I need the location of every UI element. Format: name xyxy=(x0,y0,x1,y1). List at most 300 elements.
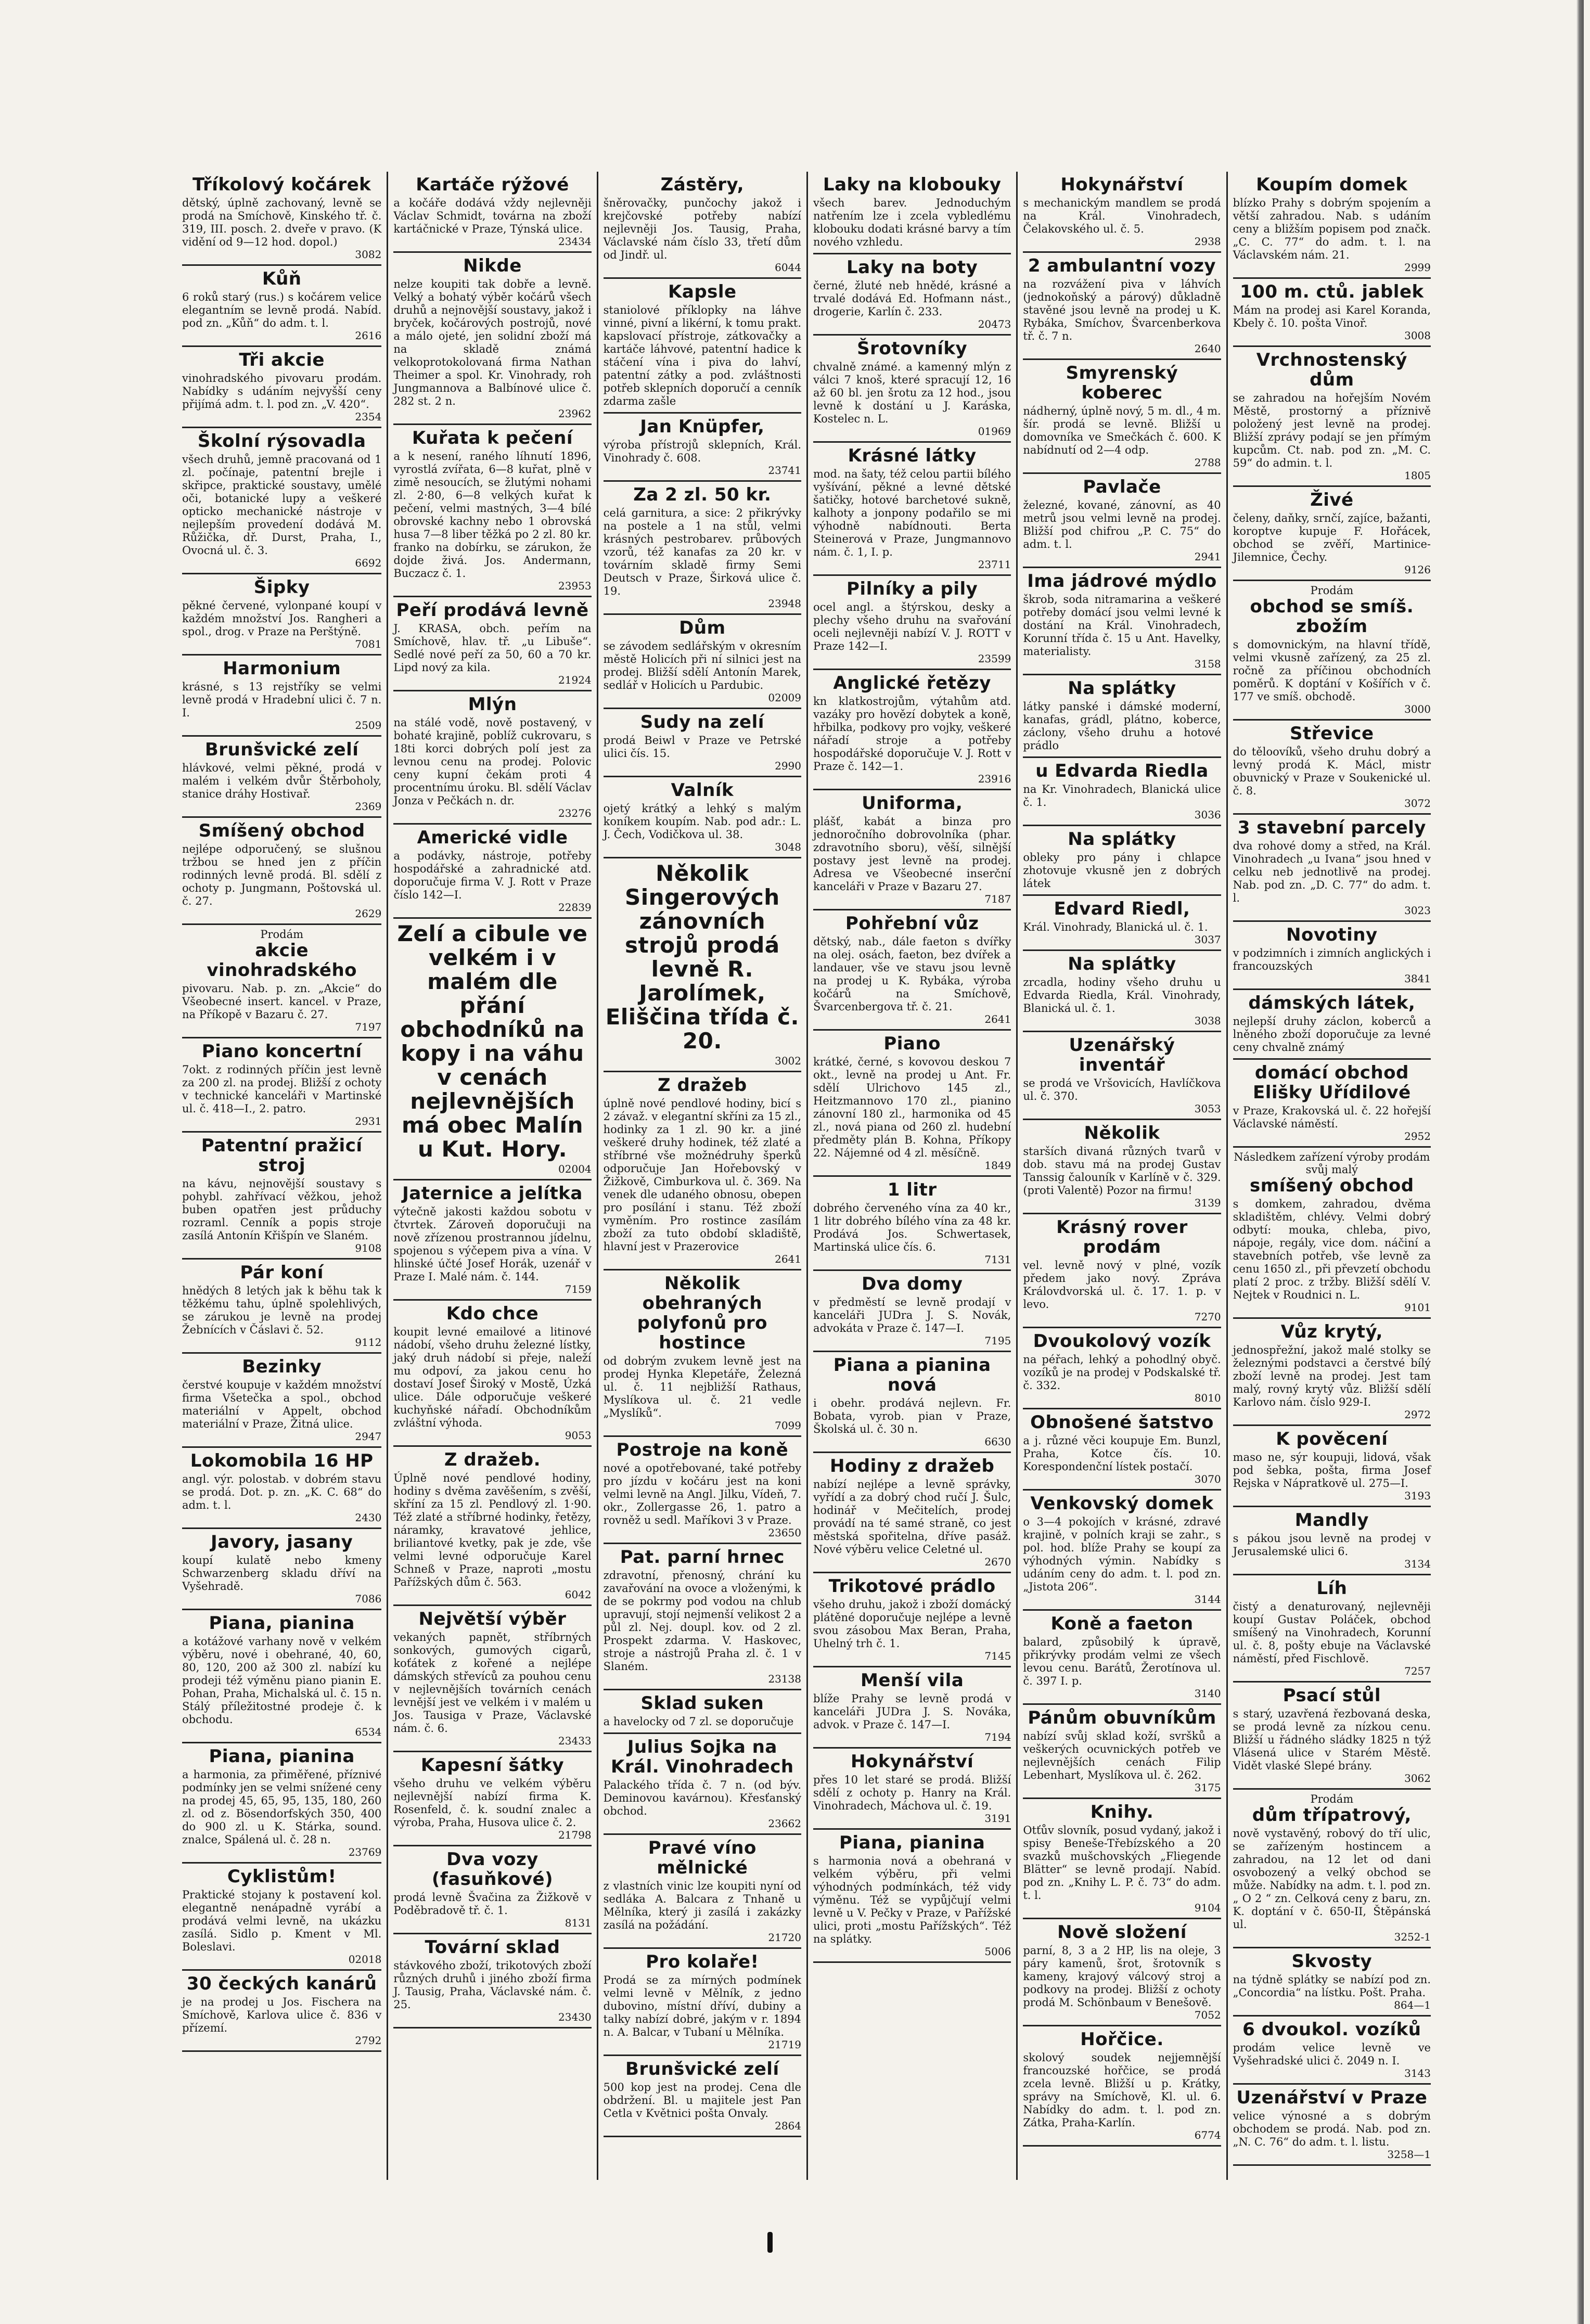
classified-ad xyxy=(1233,1575,1431,1683)
classified-ad xyxy=(1023,1032,1221,1120)
classified-ad xyxy=(182,266,381,347)
ad-code: 2616 xyxy=(355,329,382,342)
classified-ad xyxy=(393,825,591,919)
ad-title: Na splátky xyxy=(1068,829,1176,850)
ad-title: Venkovský domek xyxy=(1030,1493,1214,1514)
ad-text: kn klatkostrojům, výtahům atd. vazáky pro hovězí dobytek a koně, hřbilka, podkovy pro vojky, veškeré nářadí stroje a potřeby hospodářské doporučuje V. J. Rott v Praze č. 142—1. xyxy=(813,695,1011,773)
classified-ad xyxy=(182,1133,381,1260)
ad-code: 6044 xyxy=(775,261,801,274)
ad-text: ocel angl. a štýrskou, desky a plechy všeho druhu na svařování oceli nejlevněji nabízí V. J. ROTT v Praze 142—I. xyxy=(813,601,1011,652)
ad-title: Anglické řetězy xyxy=(833,673,991,694)
ad-title: Několik xyxy=(1084,1123,1160,1144)
ad-text: Palackého třída č. 7 n. (od býv. Deminovou kavárnou). Křesťanský obchod. xyxy=(603,1779,801,1817)
ad-code: 6774 xyxy=(1194,2129,1221,2141)
ad-text: pěkné červené, vylonpané koupí v každém množství Jos. Rangheri a spol., drog. v Praze na Perštýně. xyxy=(182,599,382,638)
ad-code: 7099 xyxy=(775,1419,801,1432)
ad-title: Brunšvické zelí xyxy=(204,739,359,760)
classified-ad xyxy=(604,858,801,1072)
ad-text: všech barev. Jednoduchým natřením lze i zcela vybledlému klobouku dodati krásné barvy a tím nového vzhledu. xyxy=(813,197,1011,248)
ad-code: 9108 xyxy=(355,1242,382,1254)
classified-ad xyxy=(1023,2026,1221,2147)
ad-code: 7086 xyxy=(355,1593,382,1605)
ad-text: škrob, soda nitramarina a veškeré potřeby domácí jsou velmi levné k dostání na Král. Vinohradech, Korunní třída č. 15 u Ant. Havelky, materialisty. xyxy=(1023,593,1221,658)
ad-title: Postroje na koně xyxy=(616,1440,789,1460)
ad-column xyxy=(1016,172,1226,2180)
ad-text: prodá Beiwl v Praze ve Petrské ulici čís. 15. xyxy=(603,734,801,760)
classified-ad xyxy=(604,482,801,615)
ad-code: 23650 xyxy=(768,1526,801,1539)
ad-code: 23948 xyxy=(768,597,801,610)
ad-text: s domovnickým, na hlavní třídě, velmi vkusně zařízený, za 25 zl. ročně za příčinou obchodních poměrů. K doptání v Košířích v č. 177 ve smíš. obchodě. xyxy=(1233,638,1431,703)
classified-ad xyxy=(393,1301,591,1447)
ad-code: 3143 xyxy=(1404,2067,1431,2079)
classified-ad xyxy=(604,1072,801,1270)
ad-title: 100 m. ctů. jablek xyxy=(1240,281,1424,302)
ad-code: 6042 xyxy=(565,1588,592,1601)
ad-text: a kočáře dodává vždy nejlevněji Václav Schmidt, továrna na zboží kartáčnické v Praze, Týnská ulice. xyxy=(393,197,592,235)
ad-title: Skvosty xyxy=(1291,1951,1373,1972)
ad-title: Zelí a cibule ve velkém i v malém dle přání obchodníků na kopy i na váhu v cenách nejlevnějších má obec Malín u Kut. Hory. xyxy=(397,921,588,1162)
ad-code: 6534 xyxy=(355,1726,382,1738)
ad-text: prodá levně Švačina za Žižkově v Poděbradově tř. č. 1. xyxy=(393,1891,592,1917)
ad-title: u Edvarda Riedla xyxy=(1035,761,1209,781)
ad-title: Největší výběr xyxy=(418,1609,567,1629)
ad-title: Piano xyxy=(883,1033,941,1054)
ad-code: 7187 xyxy=(984,893,1011,905)
ad-code: 1805 xyxy=(1404,469,1431,482)
ad-text: hlávkové, velmi pěkné, prodá v malém i velkém dvůr Štěrboholy, stanice dráhy Hostivař. xyxy=(182,762,382,800)
ad-text: obleky pro pány i chlapce zhotovuje vkusně jen z dobrých látek xyxy=(1023,851,1221,890)
ad-title: Piano koncertní xyxy=(201,1041,362,1062)
classified-ad xyxy=(182,1260,381,1354)
classified-ad xyxy=(182,1610,381,1743)
ad-text: prodám velice levně ve Vyšehradské ulici č. 2049 n. I. xyxy=(1233,2041,1431,2067)
classified-ad xyxy=(1233,2017,1431,2085)
ad-text: vel. levně nový v plné, vozík předem jako nový. Zpráva Královdvorská ul. č. 17. 1. p. v levo. xyxy=(1023,1259,1221,1311)
ad-title: Dvoukolový vozík xyxy=(1033,1331,1211,1352)
ad-code: 02004 xyxy=(558,1163,592,1175)
ad-code: 2941 xyxy=(1194,550,1221,563)
ad-code: 3252-1 xyxy=(1394,1931,1431,1943)
ad-text: nejlepší druhy záclon, koberců a lněného zboží doporučuje za levné ceny chvalně známý xyxy=(1233,1015,1431,1054)
ad-code: 7194 xyxy=(984,1731,1011,1743)
ad-text: koupit levné emailové a litinové nádobí, všeho druhu železné lístky, jaký druh nádobí si přeje, naleží mu odpoví, za jakou cenu ho dostaví Josef Široký v Mostě, Úzká ulice. Dále odporučuje veškeré kuchyňské nářadí. Obchodníkům zvláštní výhoda. xyxy=(393,1326,592,1429)
ad-text: přes 10 let staré se prodá. Bližší sdělí z ochoty p. Hanry na Král. Vinohradech, Máchova ul. č. 19. xyxy=(813,1774,1011,1812)
ad-title: 3 stavební parcely xyxy=(1237,817,1426,838)
ad-title: Pánům obuvníkům xyxy=(1028,1707,1216,1728)
ad-code: 23769 xyxy=(348,1846,382,1858)
classified-ad xyxy=(1233,1948,1431,2017)
ad-title: Mlýn xyxy=(468,694,517,715)
ad-text: Král. Vinohrady, Blanická ul. č. 1. xyxy=(1023,921,1208,933)
ad-title: Kdo chce xyxy=(446,1303,539,1324)
ad-code: 3070 xyxy=(1194,1473,1221,1485)
ad-text: se zahradou na hořejším Novém Městě, prostorný a příznivě položený jest levně na prodej. Bližší zprávy podají se jen přímým kupcům. Ct. nab. pod zn. „M. C. 59“ do admin. t. l. xyxy=(1233,392,1431,469)
classified-ad xyxy=(604,777,801,858)
classified-ad xyxy=(1233,581,1431,721)
ad-column xyxy=(806,172,1016,2180)
classified-ad xyxy=(813,1749,1011,1830)
ad-code: 23433 xyxy=(558,1735,592,1747)
classified-ad xyxy=(1233,1790,1431,1948)
ad-code: 3036 xyxy=(1194,808,1221,821)
ad-code: 9101 xyxy=(1404,1301,1431,1314)
ad-code: 3139 xyxy=(1194,1197,1221,1209)
classified-ad xyxy=(182,656,381,737)
classified-ad xyxy=(393,1934,591,2028)
classified-ad xyxy=(604,1734,801,1835)
ad-text: vekaných papnět, stříbrných sonkových, gumových cigarů, koťátek z kořené a nejlépe dámských střevíců za pouhou cenu v nejlevnějších továrních cenách levnější jest ve velkém i v malém u Jos. Tausiga v Praze, Václavské nám. č. 6. xyxy=(393,1631,592,1735)
ad-code: 3037 xyxy=(1194,933,1221,946)
ad-text: železné, kované, zánovní, as 40 metrů jsou velmi levně na prodej. Bližší pod chifrou „P. C. 75“ do adm. t. l. xyxy=(1023,499,1221,550)
classified-ad xyxy=(1023,826,1221,896)
classified-ad xyxy=(604,615,801,709)
ad-code: 1849 xyxy=(984,1159,1011,1172)
ad-code: 3082 xyxy=(355,248,382,261)
ad-title: 1 litr xyxy=(887,1179,937,1200)
ad-code: 7270 xyxy=(1194,1311,1221,1323)
ad-text: na péřach, lehký a pohodlný obyč. vozíků je na prodej v Podskalské tř. č. 332. xyxy=(1023,1353,1221,1392)
ad-code: 8131 xyxy=(565,1917,592,1929)
ad-code: 2990 xyxy=(775,760,801,772)
ad-title: Psací stůl xyxy=(1283,1685,1381,1706)
ad-code: 3841 xyxy=(1404,972,1431,985)
ad-text: všeho druhu ve velkém výběru nejlevnější nabízí firma K. Rosenfeld, č. k. soudní znalec a výroba, Praha, Husova ulice č. 2. xyxy=(393,1777,592,1829)
ad-title: Z dražeb xyxy=(657,1075,747,1096)
ad-text: výtečně jakosti každou sobotu v čtvrtek. Zároveň doporučuji na nově zřízenou prostrannou jídelnu, spojenou s výčepem piva a vína. V hlinské účté Josef Horák, uzenář v Praze I. Malé nám. č. 144. xyxy=(393,1205,592,1283)
ad-code: 9126 xyxy=(1404,563,1431,576)
classified-ad xyxy=(393,1180,591,1301)
ad-code: 7131 xyxy=(984,1253,1011,1266)
ad-text: a j. různé věci koupuje Em. Bunzl, Praha, Kotce čís. 10. Korespondenční lístek postačí. xyxy=(1023,1434,1221,1473)
ad-code: 2430 xyxy=(355,1511,382,1524)
ad-title: Ima jádrové mýdlo xyxy=(1027,571,1217,592)
ad-title: Pár koní xyxy=(240,1262,324,1283)
ad-code: 7081 xyxy=(355,638,382,650)
classified-ad xyxy=(393,919,591,1180)
classified-ad xyxy=(182,172,381,266)
classified-ad xyxy=(1233,279,1431,347)
ad-text: balard, způsobilý k úpravě, přikrývky prodám velmi ze všech levou cenu. Barátů, Žerotínova ul. č. 397 I. p. xyxy=(1023,1636,1221,1687)
ad-text: s harmonia nová a obehraná v velkém výběru, při velmi výhodných podmínkách, též vidy výměnu. Též se vypůjčují velmi levně u V. Pečky v Praze, v Pařížské ulici, proti „mostu Pařížských“. Též na splátky. xyxy=(813,1855,1011,1945)
ad-code: 21924 xyxy=(558,674,592,686)
ad-text: i obehr. prodává nejlevn. Fr. Bobata, vyrob. pian v Praze, Školská ul. č. 30 n. xyxy=(813,1397,1011,1435)
ad-text: nejlépe odporučený, se slušnou tržbou se hned jen z příčin rodinných levně prodá. Bl. sdělí z ochoty p. Jungmann, Poštovská ul. č. 27. xyxy=(182,843,382,907)
ad-code: 3134 xyxy=(1404,1558,1431,1570)
ad-text: do těloovíků, všeho druhu dobrý a levný prodá K. Mácl, mistr obuvnický v Praze v Soukenické ul. č. 8. xyxy=(1233,746,1431,797)
classified-ad xyxy=(813,1177,1011,1271)
classified-ad xyxy=(182,347,381,428)
ad-title: Kuřata k pečení xyxy=(412,428,573,448)
classified-ad xyxy=(182,1038,381,1133)
ad-code: 3053 xyxy=(1194,1102,1221,1115)
ad-code: 3062 xyxy=(1404,1772,1431,1784)
ad-text: 7okt. z rodinných příčin jest levně za 200 zl. na prodej. Bližší z ochoty v technické kanceláři v Martinské ul. č. 418—I., 2. patro. xyxy=(182,1063,382,1115)
ad-title: Jaternice a jelítka xyxy=(402,1183,583,1204)
classified-ad xyxy=(393,1447,591,1606)
ad-code: 2640 xyxy=(1194,342,1221,355)
ad-text: na rozvážení piva v láhvích (jednokoňský a párový) důkladně stavěné jsou levně na prodej u K. Rybáka, Smíchov, Švarcenberkova tř. č. 7 n. xyxy=(1023,278,1221,342)
ad-code: 3158 xyxy=(1194,658,1221,670)
ad-text: nabízí svůj sklad koží, svršků a veškerých ocuvnických potřeb ve nejlevnějších cenách Filip Lebenhart, Myslíkova ul. č. 262. xyxy=(1023,1730,1221,1781)
classified-ad xyxy=(1233,1319,1431,1426)
ad-title: Piana, pianina xyxy=(209,1746,355,1767)
ad-title: Několik Singerových zánovních strojů prodá levně R. Jarolímek, Eliščina třída č. 20. xyxy=(605,861,799,1054)
ad-text: stávkového zboží, trikotových zboží různých druhů i jiného zboží firma J. Tausig, Praha, Václavské nám. č. 25. xyxy=(393,1959,592,2011)
ad-title: akcie vinohradského xyxy=(207,940,357,981)
ad-text: nové a opotřebované, také potřeby pro jízdu v kočáru jest na koni velmi levně na Angl. Jilku, Vídeň, 7. okr., Zollergasse 26, 1. patro a rovněž u sedl. Maříkovi 3 v Praze. xyxy=(603,1462,801,1526)
ad-title: Koupím domek xyxy=(1256,174,1408,195)
ad-code: 23953 xyxy=(558,580,592,592)
ad-code: 23276 xyxy=(558,807,592,819)
ad-title: Bezinky xyxy=(242,1356,322,1377)
classified-ad xyxy=(393,597,591,691)
ad-text: plášť, kabát a binza pro jednoročního dobrovolníka (phar. zdravotního sboru), věší, silnější postavy jest levně na prodej. Adresa ve Všeobecné inserční kanceláři v Praze v Bazaru 27. xyxy=(813,815,1011,893)
classified-ad xyxy=(604,1949,801,2056)
ad-text: Mám na prodej asi Karel Koranda, Kbely č. 10. pošta Vinoř. xyxy=(1233,304,1431,329)
classified-ad xyxy=(1023,1919,1221,2026)
classified-ad xyxy=(393,253,591,425)
classified-ad xyxy=(1233,1148,1431,1319)
ad-code: 2938 xyxy=(1194,235,1221,248)
ad-text: pivovaru. Nab. p. zn. „Akcie“ do Všeobecné insert. kancel. v Praze, na Příkopě v Bazaru č. 27. xyxy=(182,982,382,1021)
ad-code: 2641 xyxy=(775,1253,801,1265)
ad-title: Pavlače xyxy=(1083,477,1161,497)
ad-title: Uzenářský inventář xyxy=(1069,1035,1175,1075)
ad-text: a podávky, nástroje, potřeby hospodářské a zahradnické atd. doporučuje firma V. J. Rott v Praze číslo 142—I. xyxy=(393,850,592,901)
ad-title: Pravé víno mělnické xyxy=(648,1838,756,1878)
ad-code: 23430 xyxy=(558,2011,592,2023)
ad-code: 3048 xyxy=(775,841,801,853)
classified-ad xyxy=(604,279,801,414)
ad-title: Mandly xyxy=(1294,1510,1369,1531)
ad-code: 23962 xyxy=(558,407,592,420)
ad-code: 2369 xyxy=(355,800,382,813)
classified-ad xyxy=(182,818,381,925)
classified-ad xyxy=(393,425,591,597)
ad-title: Knihy. xyxy=(1090,1802,1154,1822)
classified-ad xyxy=(1023,1799,1221,1919)
ad-code: 5006 xyxy=(984,1945,1011,1958)
ad-text: skolový soudek nejjemnější francouzské hořčice, se prodá zcela levně. Bližší u p. Krátky, správy na Smíchově, Kl. ul. 6. Nabídky do adm. t. l. pod zn. Zátka, Praha-Karlín. xyxy=(1023,2051,1221,2129)
ad-code: 864—1 xyxy=(1394,1999,1431,2011)
classified-ad xyxy=(182,1743,381,1864)
ad-text: dětský, nab., dále faeton s dvířky na olej. osách, faeton, bez dvířek a landauer, vše ve stavu jsou levně na prodej u K. Rybáka, výroba kočárů na Smíchově, Švarcenbergova tř. č. 21. xyxy=(813,935,1011,1013)
ad-title: Menší vila xyxy=(861,1670,964,1691)
ad-code: 23138 xyxy=(768,1673,801,1685)
page-edge-shadow xyxy=(1576,0,1584,2324)
classified-ad xyxy=(604,1690,801,1734)
ad-title: Julius Sojka na Král. Vinohradech xyxy=(611,1737,794,1777)
ad-code: 7145 xyxy=(984,1650,1011,1662)
ad-title: Edvard Riedl, xyxy=(1054,898,1190,919)
ad-code: 23599 xyxy=(978,652,1011,665)
ad-text: se prodá ve Vršovicích, Havlíčkova ul. č. 370. xyxy=(1023,1077,1221,1102)
ad-title: Lokomobila 16 HP xyxy=(190,1450,374,1471)
ad-text: zrcadla, hodiny všeho druhu u Edvarda Riedla, Král. Vinohrady, Blanická ul. č. 1. xyxy=(1023,976,1221,1015)
ad-title: Živé xyxy=(1310,490,1354,510)
ad-code: 8010 xyxy=(1194,1392,1221,1404)
ad-title: Několik obehraných polyfonů pro hostince xyxy=(637,1273,768,1353)
ad-text: starších divaná různých tvarů v dob. stavu má na prodej Gustav Tanssig čalouník v Karlíně v č. 329. (proti Valentě) Pozor na firmu! xyxy=(1023,1145,1221,1197)
ad-code: 3144 xyxy=(1194,1593,1221,1606)
classified-ad xyxy=(182,428,381,574)
classified-ad xyxy=(393,172,591,253)
classified-ad xyxy=(604,1437,801,1544)
ad-text: nově vystavěný, robový do tří ulic, se zařízeným hostincem a zahradou, na 12 let od dani osvobozený a velký obchod se může. Nabídky na adm. t. l. pod zn. „ O 2 “ zn. Celková ceny z baru, zn. K. doptání v č. 650-II, Štěpánská ul. xyxy=(1233,1827,1431,1931)
classified-ad xyxy=(1233,721,1431,815)
ad-title: Nikde xyxy=(463,255,522,276)
ad-title: Vrchnostenský dům xyxy=(1256,350,1407,390)
ad-text: v podzimních i zimních anglických i francouzských xyxy=(1233,947,1431,972)
ad-title: Vůz krytý, xyxy=(1280,1321,1383,1342)
ad-code: 3072 xyxy=(1404,797,1431,810)
ad-code: 7052 xyxy=(1194,2009,1221,2021)
classified-ad xyxy=(813,254,1011,336)
ad-text: a kotážové varhany nově v velkém výběru, nové i obehrané, 40, 60, 80, 120, 200 až 300 zl. nabízí ku prodeji též výměnu piano pianin E. Pohan, Praha, Michalská ul. č. 15 n. Stálý příležitostné prodeje č. k obchodu. xyxy=(182,1635,382,1726)
ad-preface: Prodám xyxy=(1310,1793,1354,1805)
classified-ads-page xyxy=(177,172,1436,2180)
ad-title: Za 2 zl. 50 kr. xyxy=(633,484,772,505)
ad-text: s pákou jsou levně na prodej v Jerusalemské ulici 6. xyxy=(1233,1532,1431,1558)
ad-text: dětský, úplně zachovaný, levně se prodá na Smíchově, Kinského tř. č. 319, III. posch. 2. dveře v pravo. (K vidění od 9—12 hod. dopol.) xyxy=(182,197,382,248)
classified-ad xyxy=(1233,1683,1431,1790)
classified-ad xyxy=(604,414,801,482)
ad-title: K pověcení xyxy=(1276,1429,1388,1449)
classified-ad xyxy=(813,790,1011,910)
ad-code: 3008 xyxy=(1404,329,1431,342)
ad-code: 23711 xyxy=(978,558,1011,571)
ad-text: dobrého červeného vína za 40 kr., 1 litr dobrého bílého vína za 48 kr. Prodává Jos. Schwertasek, Martinská ulice čís. 6. xyxy=(813,1202,1011,1253)
classified-ad xyxy=(393,1606,591,1752)
bottom-mark xyxy=(767,2232,773,2253)
ad-code: 2641 xyxy=(984,1013,1011,1025)
ad-title: Piana, pianina xyxy=(839,1832,985,1853)
ad-title: Hořčice. xyxy=(1080,2029,1164,2050)
ad-text: je na prodej u Jos. Fischera na Smíchově, Karlova ulice č. 836 v přízemí. xyxy=(182,1996,382,2034)
ad-code: 9104 xyxy=(1194,1902,1221,1914)
ad-text: se závodem sedlářským v okresním městě Holicích při ní silnici jest na prodej. Bližší sdělí Antonín Marek, sedlář v Holicích u Pardubic. xyxy=(603,640,801,691)
classified-ad xyxy=(1233,1060,1431,1148)
ad-title: Tři akcie xyxy=(239,350,325,370)
classified-ad xyxy=(182,574,381,656)
ad-text: blíže Prahy se levně prodá v kanceláři JUDra J. S. Nováka, advok. v Praze č. 147—I. xyxy=(813,1692,1011,1731)
ad-code: 3191 xyxy=(984,1812,1011,1825)
classified-ad xyxy=(1233,347,1431,487)
classified-ad xyxy=(1233,172,1431,279)
ad-text: Praktické stojany k postavení kol. elegantně nenápadně vyrábí a prodává velmi levně, na ukázku zasílá. Sidlo p. Kment v Ml. Boleslavi. xyxy=(182,1889,382,1953)
ad-code: 2947 xyxy=(355,1430,382,1443)
ad-title: Pat. parní hrnec xyxy=(620,1547,785,1568)
ad-text: úplně nové pendlové hodiny, bicí s 2 závaž. v elegantní skříni za 15 zl., hodinky za 1 zl. 90 kr. a jiné veškeré druhy hodinek, též zlaté a stříbrné vše možnédruhy šperků odporučuje Jan Hořebovský v Žižkově, Cimburkova ul. č. 369. Na venek dle udaného obnosu, obepen pro posílání i stanu. Též zboží vyměním. Pro rostince zasílám zboží za tuto období skladiště, hlavní jest v Prazerovice xyxy=(603,1097,801,1253)
ad-title: Z dražeb. xyxy=(444,1449,541,1470)
ad-title: Jan Knüpfer, xyxy=(640,416,765,437)
classified-ad xyxy=(813,443,1011,576)
ad-text: J. KRASA, obch. peřím na Smíchově, hlav. tř. „u Libuše“. Sedlé nové peří za 50, 60 a 70 kr. Lipd nový za kila. xyxy=(393,622,592,674)
ad-title: Trikotové prádlo xyxy=(828,1576,996,1597)
ad-text: všech druhů, jemně pracovaná od 1 zl. počínaje, patentní brejle i skřipce, praktické soustavy, umělé oči, botanické lupy a veškeré opticko mechanické nástroje v nejlepším provedení dodává M. Růžička, dř. Durst, Praha, I., Ovocná ul. č. 3. xyxy=(182,453,382,557)
ad-preface: Následkem zařízení výroby prodám svůj malý xyxy=(1234,1151,1430,1176)
classified-ad xyxy=(182,737,381,818)
ad-code: 21719 xyxy=(768,2038,801,2051)
ad-code: 01969 xyxy=(978,425,1011,438)
classified-ad xyxy=(813,1031,1011,1177)
ad-title: Pilníky a pily xyxy=(847,579,978,599)
ad-code: 2629 xyxy=(355,907,382,920)
ad-title: Na splátky xyxy=(1068,678,1176,699)
ad-text: s starý, uzavřená řezbovaná deska, se prodá levně za nízkou cenu. Bližší u řádného sládky 1825 n týž Vlásená ulice v Starém Městě. Vidět vlaské Slepé brány. xyxy=(1233,1707,1431,1772)
classified-ad xyxy=(1023,896,1221,951)
ad-title: Kůň xyxy=(262,268,302,289)
ad-title: domácí obchod Elišky Uřídilové xyxy=(1253,1062,1411,1103)
ad-title: Patentní pražicí stroj xyxy=(201,1135,363,1176)
ad-code: 2792 xyxy=(355,2034,382,2047)
ad-code: 23916 xyxy=(978,773,1011,785)
ad-text: ojetý krátký a lehký s malým koníkem koupím. Nab. pod adr.: L. J. Čech, Vodičkova ul. 38. xyxy=(603,802,801,841)
ad-title: Sudy na zelí xyxy=(640,712,764,733)
ad-title: Javory, jasany xyxy=(211,1532,353,1552)
ad-code: 23434 xyxy=(558,235,592,248)
ad-column xyxy=(177,172,387,2180)
ad-title: Střevice xyxy=(1290,723,1374,744)
classified-ad xyxy=(1023,1491,1221,1611)
ad-text: nabízí nejlépe a levně správky, vyřídí a za dobrý chod ručí J. Šulc, hodinář v Mečitelích, prodej provádí na té samé straně, co jest městská spořitelna, dříve pasáž. Nové výběru velice Celetné ul. xyxy=(813,1478,1011,1556)
classified-ad xyxy=(604,1544,801,1690)
ad-text: 6 roků starý (rus.) s kočárem velice elegantním se levně prodá. Nabíd. pod zn. „Kůň“ do adm. t. l. xyxy=(182,291,382,329)
ad-code: 21720 xyxy=(768,1931,801,1944)
ad-code: 23662 xyxy=(768,1817,801,1830)
ad-title: Hokynářství xyxy=(1060,174,1184,195)
ad-code: 2509 xyxy=(355,719,382,731)
classified-ad xyxy=(1023,1214,1221,1328)
ad-code: 3023 xyxy=(1404,904,1431,917)
ad-code: 7195 xyxy=(984,1334,1011,1347)
ad-title: Americké vidle xyxy=(417,827,568,848)
classified-ad xyxy=(1023,1611,1221,1705)
ad-code: 7197 xyxy=(355,1021,382,1033)
ad-text: dva rohové domy a střed, na Král. Vinohradech „u Ivana“ jsou hned v celku neb jednotlivě na prodej. Nab. pod zn. „D. C. 77“ do adm. t. l. xyxy=(1233,840,1431,904)
ad-title: Kapsle xyxy=(668,281,737,302)
ad-title: Dům xyxy=(679,618,726,638)
ad-text: a k nesení, raného líhnutí 1896, vyrostlá zvířata, 6—8 kuřat, plně v zimě nesoucích, se žlutými nohami zl. 2·80, 6—8 velkých kuřat k pečení, velmi mastných, 3—4 bílé obrovské kachny nebo 1 obrovská husa 7—8 liber těžká po 2 zl. 80 kr. franko na dobírku, se zárukon, že dojde živá. Jos. Andermann, Buczacz č. 1. xyxy=(393,450,592,580)
ad-text: Otťův slovník, posud vydaný, jakož i spisy Beneše-Třebízského a 20 svazků mušchovských „Fliegende Blätter“ se levně prodají. Nabíd. pod zn. „Knihy L. P. č. 73“ do adm. t. l. xyxy=(1023,1824,1221,1902)
ad-code: 9112 xyxy=(355,1336,382,1349)
ad-title: Cyklistům! xyxy=(227,1866,337,1887)
ad-text: černé, žluté neb hnědé, krásné a trvalé dodává Ed. Hofmann nást., drogerie, Karlín č. 233. xyxy=(813,279,1011,318)
ad-preface: Prodám xyxy=(260,928,303,941)
ad-text: na stálé vodě, nově postavený, v bohaté krajině, poblíž cukrovaru, s 18ti korci dobrých polí jest za levnou cenu na prodej. Polovic ceny kupní čekám proti 4 procentnímu úroku. Bl. sdělí Václav Jonza v Pečkách n. dr. xyxy=(393,716,592,807)
ad-title: 6 dvoukol. vozíků xyxy=(1242,2019,1421,2040)
ad-code: 3038 xyxy=(1194,1015,1221,1027)
ad-text: na kávu, nejnovější soustavy s pohybl. zahřívací věžkou, jehož buben opatřen jest průduchy rozraml. Cenník a popis stroje zasílá Antonín Křišpín ve Slaném. xyxy=(182,1177,382,1242)
ad-title: Laky na klobouky xyxy=(823,174,1002,195)
classified-ad xyxy=(1233,487,1431,581)
classified-ad xyxy=(604,1270,801,1437)
ad-code: 2931 xyxy=(355,1115,382,1127)
ad-title: 30 čeckých kanárů xyxy=(186,1973,377,1994)
ad-code: 02009 xyxy=(768,691,801,704)
ad-title: Uniforma, xyxy=(862,793,963,814)
ad-title: Líh xyxy=(1316,1578,1348,1599)
ad-text: angl. výr. polostab. v dobrém stavu se prodá. Dot. p. zn. „K. C. 68“ do adm. t. l. xyxy=(182,1473,382,1511)
classified-ad xyxy=(1233,1507,1431,1575)
ad-title: Dva domy xyxy=(861,1274,963,1294)
ad-title: Koně a faeton xyxy=(1050,1613,1194,1634)
ad-text: 500 kop jest na prodej. Cena dle obdržení. Bl. u majitele jest Pan Cetla v Květnici pošta Onvaly. xyxy=(603,2081,801,2120)
ad-text: blízko Prahy s dobrým spojením a větší zahradou. Nab. s udáním ceny a bližším popisem pod značk. „C. C. 77“ do adm. t. l. na Václavském nám. 21. xyxy=(1233,197,1431,261)
ad-text: maso ne, sýr koupuji, lidová, však pod šebka, pošta, firma Josef Rejska v Nápratkově ul. 275—I. xyxy=(1233,1451,1431,1490)
classified-ad xyxy=(1233,815,1431,922)
